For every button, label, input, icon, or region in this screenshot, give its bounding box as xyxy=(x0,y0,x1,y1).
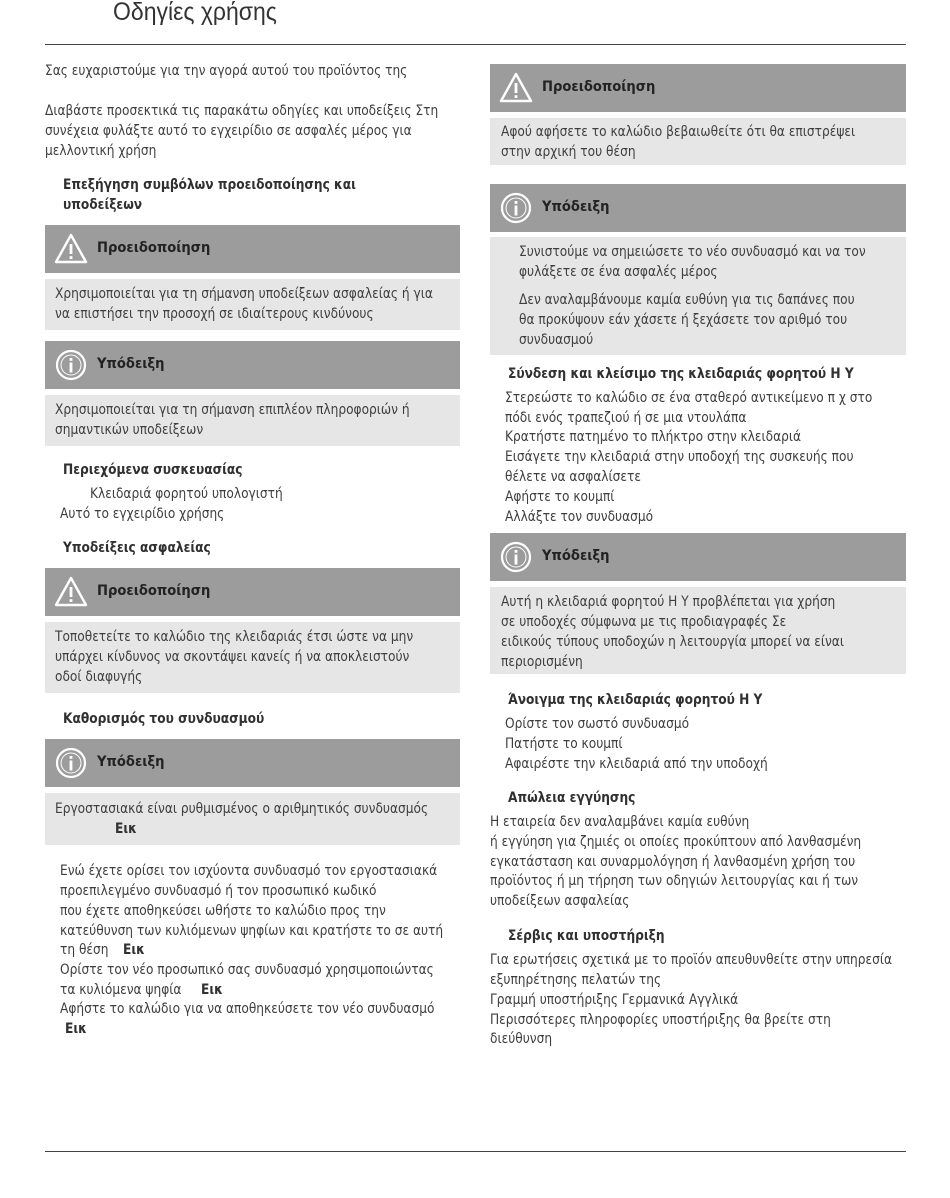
note-text: θα προκύψουν εάν χάσετε ή ξεχάσετε τον αριθμό του xyxy=(519,312,848,328)
note-box-header xyxy=(490,533,906,581)
note-text: συνδυασμού xyxy=(519,332,594,348)
warning-text: οδοί διαφυγής xyxy=(55,669,143,685)
step-text: Ορίστε τον σωστό συνδυασμό xyxy=(505,716,690,732)
step-text: θέλετε να ασφαλίσετε xyxy=(505,469,641,485)
intro-line: συνέχεια φυλάξτε αυτό το εγχειρίδιο σε ασφαλές μέρος για xyxy=(45,123,412,139)
step-text: Πατήστε το κουμπί xyxy=(505,736,623,752)
service-text: Γραμμή υποστήριξης Γερμανικά Αγγλικά xyxy=(490,992,739,1008)
figure-ref: Εικ xyxy=(123,942,145,958)
warranty-text: ή εγγύηση για ζημιές οι οποίες προκύπτουν από λανθασμένη xyxy=(490,834,862,850)
section-heading-safety: Υποδείξεις ασφαλείας xyxy=(63,540,211,556)
header-rule xyxy=(45,44,906,45)
warranty-text: Η εταιρεία δεν αναλαμβάνει καμία ευθύνη xyxy=(490,814,750,830)
service-text: εξυπηρέτησης πελατών της xyxy=(490,972,662,988)
note-text: σημαντικών υποδείξεων xyxy=(55,422,204,438)
note-text: ειδικούς τύπους υποδοχών η λειτουργία μπορεί να είναι xyxy=(501,634,844,650)
note-label: Υπόδειξη xyxy=(542,547,610,564)
note-box-body xyxy=(490,237,906,355)
contents-item: Κλειδαριά φορητού υπολογιστή xyxy=(90,486,283,502)
step-text: Κρατήστε πατημένο το πλήκτρο στην κλειδαριά xyxy=(505,429,802,445)
warning-triangle-icon xyxy=(54,232,88,266)
section-heading-contents: Περιεχόμενα συσκευασίας xyxy=(63,462,243,478)
warning-text: Αφού αφήσετε το καλώδιο βεβαιωθείτε ότι θα επιστρέψει xyxy=(501,124,856,140)
combo-text: Ενώ έχετε ορίσει τον ισχύοντα συνδυασμό τον εργοστασιακά xyxy=(60,863,438,879)
section-heading-service: Σέρβις και υποστήριξη xyxy=(508,928,665,944)
intro-text: Σας ευχαριστούμε για την αγορά αυτού του προϊόντος της xyxy=(45,63,408,79)
warning-text: Τοποθετείτε το καλώδιο της κλειδαριάς έτσι ώστε να μην xyxy=(55,629,414,645)
note-box-body xyxy=(45,395,460,446)
note-text: Χρησιμοποιείται για τη σήμανση επιπλέον πληροφοριών ή xyxy=(55,402,410,418)
warning-text: να επιστήσει την προσοχή σε ιδιαίτερους κινδύνους xyxy=(55,306,374,322)
note-text: Συνιστούμε να σημειώσετε το νέο συνδυασμό και να τον xyxy=(519,244,866,260)
figure-ref: Εικ xyxy=(201,982,223,998)
warning-box-header xyxy=(45,225,460,273)
warning-box-header xyxy=(490,64,906,112)
section-heading-open: Άνοιγμα της κλειδαριάς φορητού Η Υ xyxy=(508,692,763,708)
combo-text: Αφήστε το καλώδιο για να αποθηκεύσετε τον νέο συνδυασμό xyxy=(60,1001,435,1017)
warning-box-body xyxy=(45,279,460,330)
service-text: διεύθυνση xyxy=(490,1031,553,1047)
note-label: Υπόδειξη xyxy=(97,355,165,372)
contents-item: Αυτό το εγχειρίδιο χρήσης xyxy=(60,506,225,522)
note-label: Υπόδειξη xyxy=(542,198,610,215)
warning-box-header xyxy=(45,568,460,616)
note-text: σε υποδοχές σύμφωνα με τις προδιαγραφές Σε xyxy=(501,614,787,630)
section-heading-connect: Σύνδεση και κλείσιμο της κλειδαριάς φορητού Η Υ xyxy=(508,366,854,382)
step-text: πόδι ενός τραπεζιού ή σε μια ντουλάπα xyxy=(505,410,747,426)
section-heading-symbols: υποδείξεων xyxy=(63,197,143,213)
warranty-text: εγκατάσταση και συναρμολόγηση ή λανθασμένη χρήση του xyxy=(490,854,856,870)
warning-label: Προειδοποίηση xyxy=(97,582,211,599)
info-circle-icon xyxy=(499,540,533,574)
warning-text: Χρησιμοποιείται για τη σήμανση υποδείξεων ασφαλείας ή για xyxy=(55,286,433,302)
step-text: Αφαιρέστε την κλειδαριά από την υποδοχή xyxy=(505,756,768,772)
warning-triangle-icon xyxy=(54,575,88,609)
warning-text: υπάρχει κίνδυνος να σκοντάψει κανείς ή να αποκλειστούν xyxy=(55,649,410,665)
step-text: Εισάγετε την κλειδαριά στην υποδοχή της συσκευής που xyxy=(505,449,854,465)
combo-text: που έχετε αποθηκεύσει ωθήστε το καλώδιο προς την xyxy=(60,903,386,919)
figure-ref: Εικ xyxy=(115,821,137,837)
combo-text: Ορίστε τον νέο προσωπικό σας συνδυασμό χρησιμοποιώντας xyxy=(60,962,434,978)
note-box-header xyxy=(45,341,460,389)
service-text: Για ερωτήσεις σχετικά με το προϊόν απευθυνθείτε στην υπηρεσία xyxy=(490,952,892,968)
note-box-header xyxy=(45,739,460,787)
note-text: Αυτή η κλειδαριά φορητού Η Υ προβλέπεται για χρήση xyxy=(501,594,836,610)
combo-text: προεπιλεγμένο συνδυασμό ή τον προσωπικό κωδικό xyxy=(60,883,377,899)
warning-label: Προειδοποίηση xyxy=(97,239,211,256)
step-text: Στερεώστε το καλώδιο σε ένα σταθερό αντικείμενο π χ στο xyxy=(505,390,873,406)
warranty-text: προϊόντος ή μη τήρηση των οδηγιών λειτουργίας και ή των xyxy=(490,873,859,889)
info-circle-icon xyxy=(54,746,88,780)
warranty-text: υποδείξεων ασφαλείας xyxy=(490,893,630,909)
section-heading-combination: Καθορισμός του συνδυασμού xyxy=(63,711,265,727)
warning-triangle-icon xyxy=(499,71,533,105)
intro-line: Διαβάστε προσεκτικά τις παρακάτω οδηγίες και υποδείξεις Στη xyxy=(45,103,439,119)
section-heading-symbols: Επεξήγηση συμβόλων προειδοποίησης και xyxy=(63,177,356,193)
note-box-body xyxy=(45,793,460,845)
warning-label: Προειδοποίηση xyxy=(542,78,656,95)
info-circle-icon xyxy=(54,348,88,382)
combo-text: κατεύθυνση των κυλιόμενων ψηφίων και κρατήστε το σε αυτή xyxy=(60,923,444,939)
service-text: Περισσότερες πληροφορίες υποστήριξης θα βρείτε στη xyxy=(490,1012,831,1028)
step-text: Αφήστε το κουμπί xyxy=(505,489,615,505)
section-heading-warranty: Απώλεια εγγύησης xyxy=(508,790,636,806)
note-text: Εργοστασιακά είναι ρυθμισμένος ο αριθμητικός συνδυασμός xyxy=(55,801,429,817)
note-text: Δεν αναλαμβάνουμε καμία ευθύνη για τις δαπάνες που xyxy=(519,292,855,308)
warning-text: στην αρχική του θέση xyxy=(501,144,636,160)
note-label: Υπόδειξη xyxy=(97,753,165,770)
footer-rule xyxy=(45,1151,906,1152)
figure-ref: Εικ xyxy=(65,1021,87,1037)
note-text: φυλάξετε σε ένα ασφαλές μέρος xyxy=(519,264,718,280)
step-text: Αλλάξτε τον συνδυασμό xyxy=(505,509,654,525)
intro-line: μελλοντική χρήση xyxy=(45,143,157,159)
info-circle-icon xyxy=(499,191,533,225)
page-title: Οδηγίες χρήσης xyxy=(113,0,277,26)
warning-box-body xyxy=(45,622,460,693)
combo-text: τη θέση xyxy=(60,942,109,958)
note-text: περιορισμένη xyxy=(501,654,583,670)
combo-text: τα κυλιόμενα ψηφία xyxy=(60,982,182,998)
warning-box-body xyxy=(490,118,906,165)
note-box-header xyxy=(490,184,906,232)
note-box-body xyxy=(490,587,906,674)
